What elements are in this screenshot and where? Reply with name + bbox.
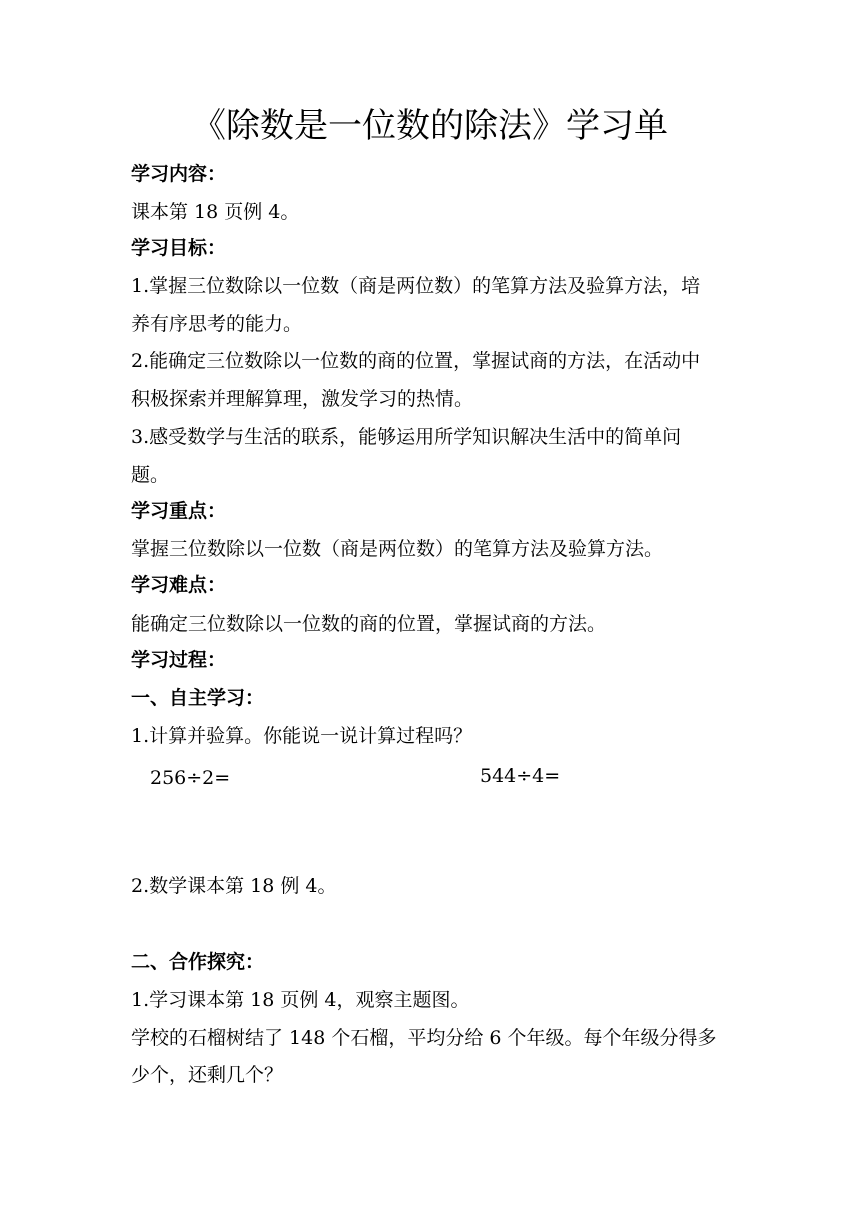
difficulty-text: 能确定三位数除以一位数的商的位置，掌握试商的方法。 bbox=[131, 613, 607, 635]
goal-line: 2.能确定三位数除以一位数的商的位置，掌握试商的方法，在活动中 bbox=[131, 350, 701, 372]
problem-line: 少个，还剩几个？ bbox=[131, 1064, 284, 1086]
document-title: 《除数是一位数的除法》学习单 bbox=[192, 106, 668, 146]
calc-left: 256÷2= bbox=[150, 767, 231, 789]
section1-item2: 2.数学课本第 18 例 4。 bbox=[131, 875, 337, 897]
content-text: 课本第 18 页例 4。 bbox=[131, 201, 300, 223]
content-heading: 学习内容： bbox=[131, 163, 227, 185]
goal-line: 积极探索并理解算理，激发学习的热情。 bbox=[131, 388, 474, 410]
section2-item1: 1.学习课本第 18 页例 4，观察主题图。 bbox=[131, 989, 470, 1011]
goal-line: 题。 bbox=[131, 464, 170, 486]
key-heading: 学习重点： bbox=[131, 500, 227, 522]
goal-line: 3.感受数学与生活的联系，能够运用所学知识解决生活中的简单问 bbox=[131, 426, 682, 448]
section1-heading: 一、自主学习： bbox=[131, 687, 265, 709]
section2-heading: 二、合作探究： bbox=[131, 951, 265, 973]
goals-heading: 学习目标： bbox=[131, 237, 227, 259]
goal-line: 养有序思考的能力。 bbox=[131, 313, 303, 335]
calc-right: 544÷4= bbox=[480, 765, 561, 787]
key-text: 掌握三位数除以一位数（商是两位数）的笔算方法及验算方法。 bbox=[131, 538, 664, 560]
goal-line: 1.掌握三位数除以一位数（商是两位数）的笔算方法及验算方法，培 bbox=[131, 275, 701, 297]
difficulty-heading: 学习难点： bbox=[131, 574, 227, 596]
section1-item1: 1.计算并验算。你能说一说计算过程吗？ bbox=[131, 725, 473, 747]
problem-line: 学校的石榴树结了 148 个石榴，平均分给 6 个年级。每个年级分得多 bbox=[131, 1027, 717, 1049]
process-heading: 学习过程： bbox=[131, 649, 227, 671]
